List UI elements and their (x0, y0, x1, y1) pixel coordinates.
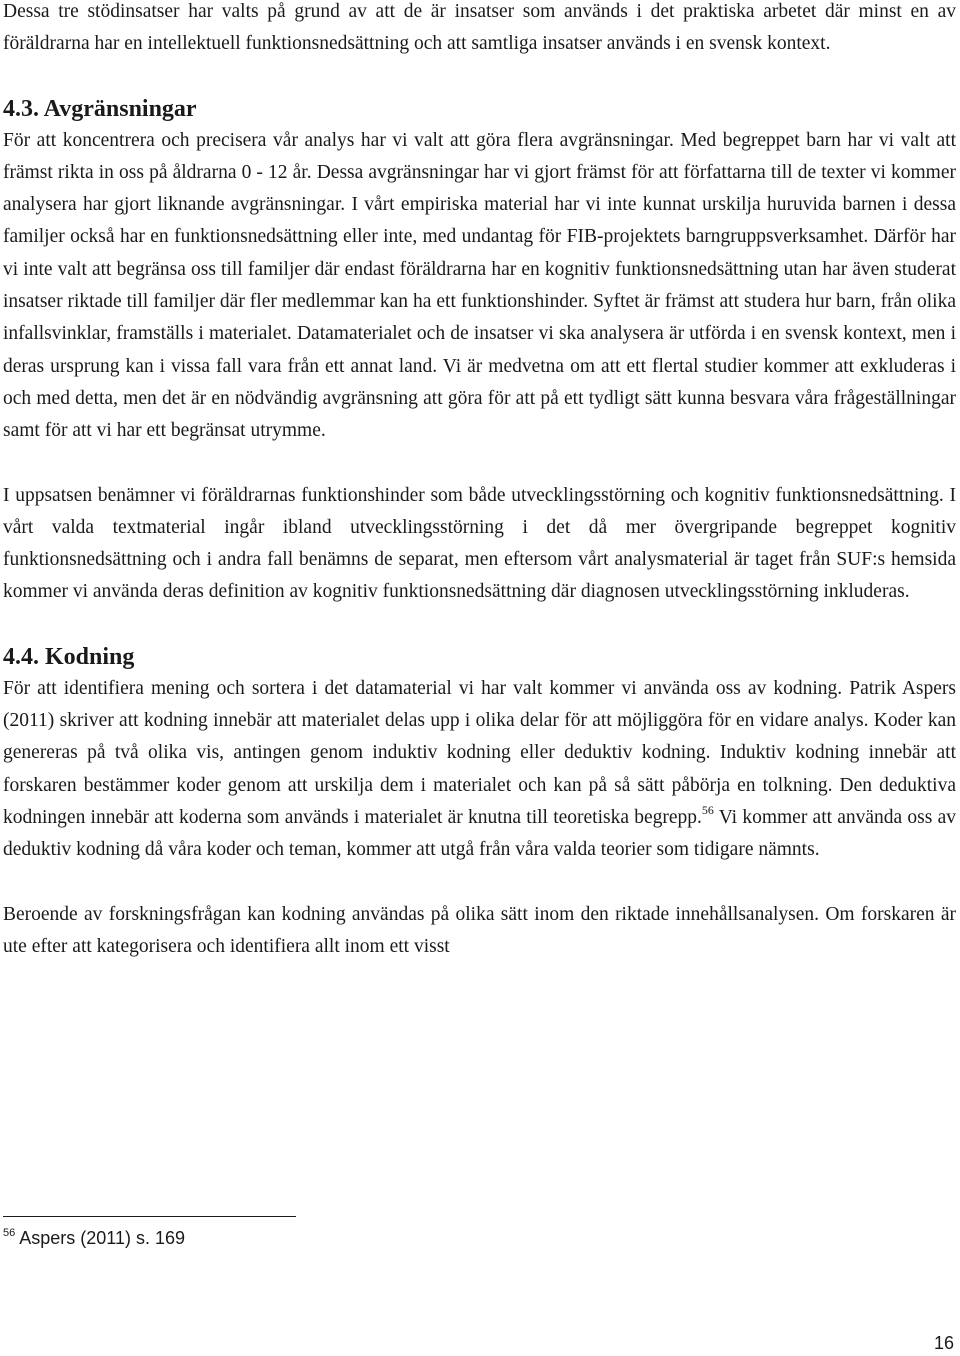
kodning-paragraph-1 (3, 673, 956, 867)
footnote-marker: 56 (3, 1227, 16, 1239)
section-heading-kodning: 4.4. Kodning (3, 643, 135, 670)
kodning-paragraph-1-continued: Vi kommer att använda oss av deduktiv kodning då våra koder och teman, kommer att utgå från våra valda teorier som tidigare nämnts. (3, 806, 956, 861)
page-number: 16 (933, 1333, 954, 1353)
avgransningar-paragraph-2: I uppsatsen benämner vi föräldrarnas funktionshinder som både utvecklingsstörning och kognitiv funktionsnedsättning. I vårt valda textmaterial ingår ibland utvecklingsstörning i det då mer övergripande begreppet kognitiv funktionsnedsättning och i andra fall benämns de separat, men eftersom vårt analysmaterial är taget från SUF:s hemsida kommer vi använda deras definition av kognitiv funktionsnedsättning där diagnosen utvecklingsstörning inkluderas. (3, 484, 956, 603)
avgransningar-paragraph-1: För att koncentrera och precisera vår analys har vi valt att göra flera avgränsningar. Med begreppet barn har vi valt att främst rikta in oss på åldrarna 0 - 12 år. Dessa avgränsningar har vi gjort främst för att författarna till de texter vi kommer analysera har gjort liknande avgränsningar. I vårt empiriska material har vi inte kunnat urskilja huruvida barnen i dessa familjer också har en funktionsnedsättning eller inte, med undantag för FIB-projektets barngruppsverksamhet. Därför har vi inte valt att begränsa oss till familjer där endast föräldrarna har en kognitiv funktionsnedsättning utan har även studerat insatser riktade till familjer där fler medlemmar kan ha ett funktionshinder. Syftet är främst att studera hur barn, från olika infallsvinklar, framställs i materialet. Datamaterialet och de insatser vi ska analysera är utförda i en svensk kontext, men i deras ursprung kan i vissa fall vara från ett annat land. Vi är medvetna om att ett flertal studier kommer att exkluderas i och med detta, men det är en nödvändig avgränsning att göra för att på ett tydligt sätt kunna besvara våra frågeställningar samt för att vi har ett begränsat utrymme. (3, 129, 956, 442)
footnote-separator (3, 1216, 296, 1217)
kodning-paragraph-2: Beroende av forskningsfrågan kan kodning användas på olika sätt inom den riktade innehållsanalysen. Om forskaren är ute efter att kategorisera och identifiera allt inom ett visst (3, 903, 956, 957)
footnote-reference[interactable]: 56 (701, 802, 714, 817)
section-heading-avgransningar: 4.3. Avgränsningar (3, 95, 197, 122)
document-page (3, 0, 956, 963)
footnote-text: Aspers (2011) s. 169 (19, 1228, 186, 1248)
intro-paragraph: Dessa tre stödinsatser har valts på grund av att de är insatser som används i det praktiska arbetet där minst en av föräldrarna har en intellektuell funktionsnedsättning och att samtliga insatser används i en svensk kontext. (3, 1, 956, 55)
footnote (3, 1226, 185, 1250)
kodning-paragraph-1-text: För att identifiera mening och sortera i det datamaterial vi har valt kommer vi använda oss av kodning. Patrik Aspers (2011) skriver att kodning innebär att materialet delas upp i olika delar för att möjliggöra för en vidare analys. Koder kan genereras på två olika vis, antingen genom induktiv kodning eller deduktiv kodning. Induktiv kodning innebär att forskaren bestämmer koder genom att urskilja dem i materialet och kan på så sätt påbörja en tolkning. Den deduktiva kodningen innebär att koderna som används i materialet är knutna till teoretiska begrepp. (3, 677, 956, 828)
